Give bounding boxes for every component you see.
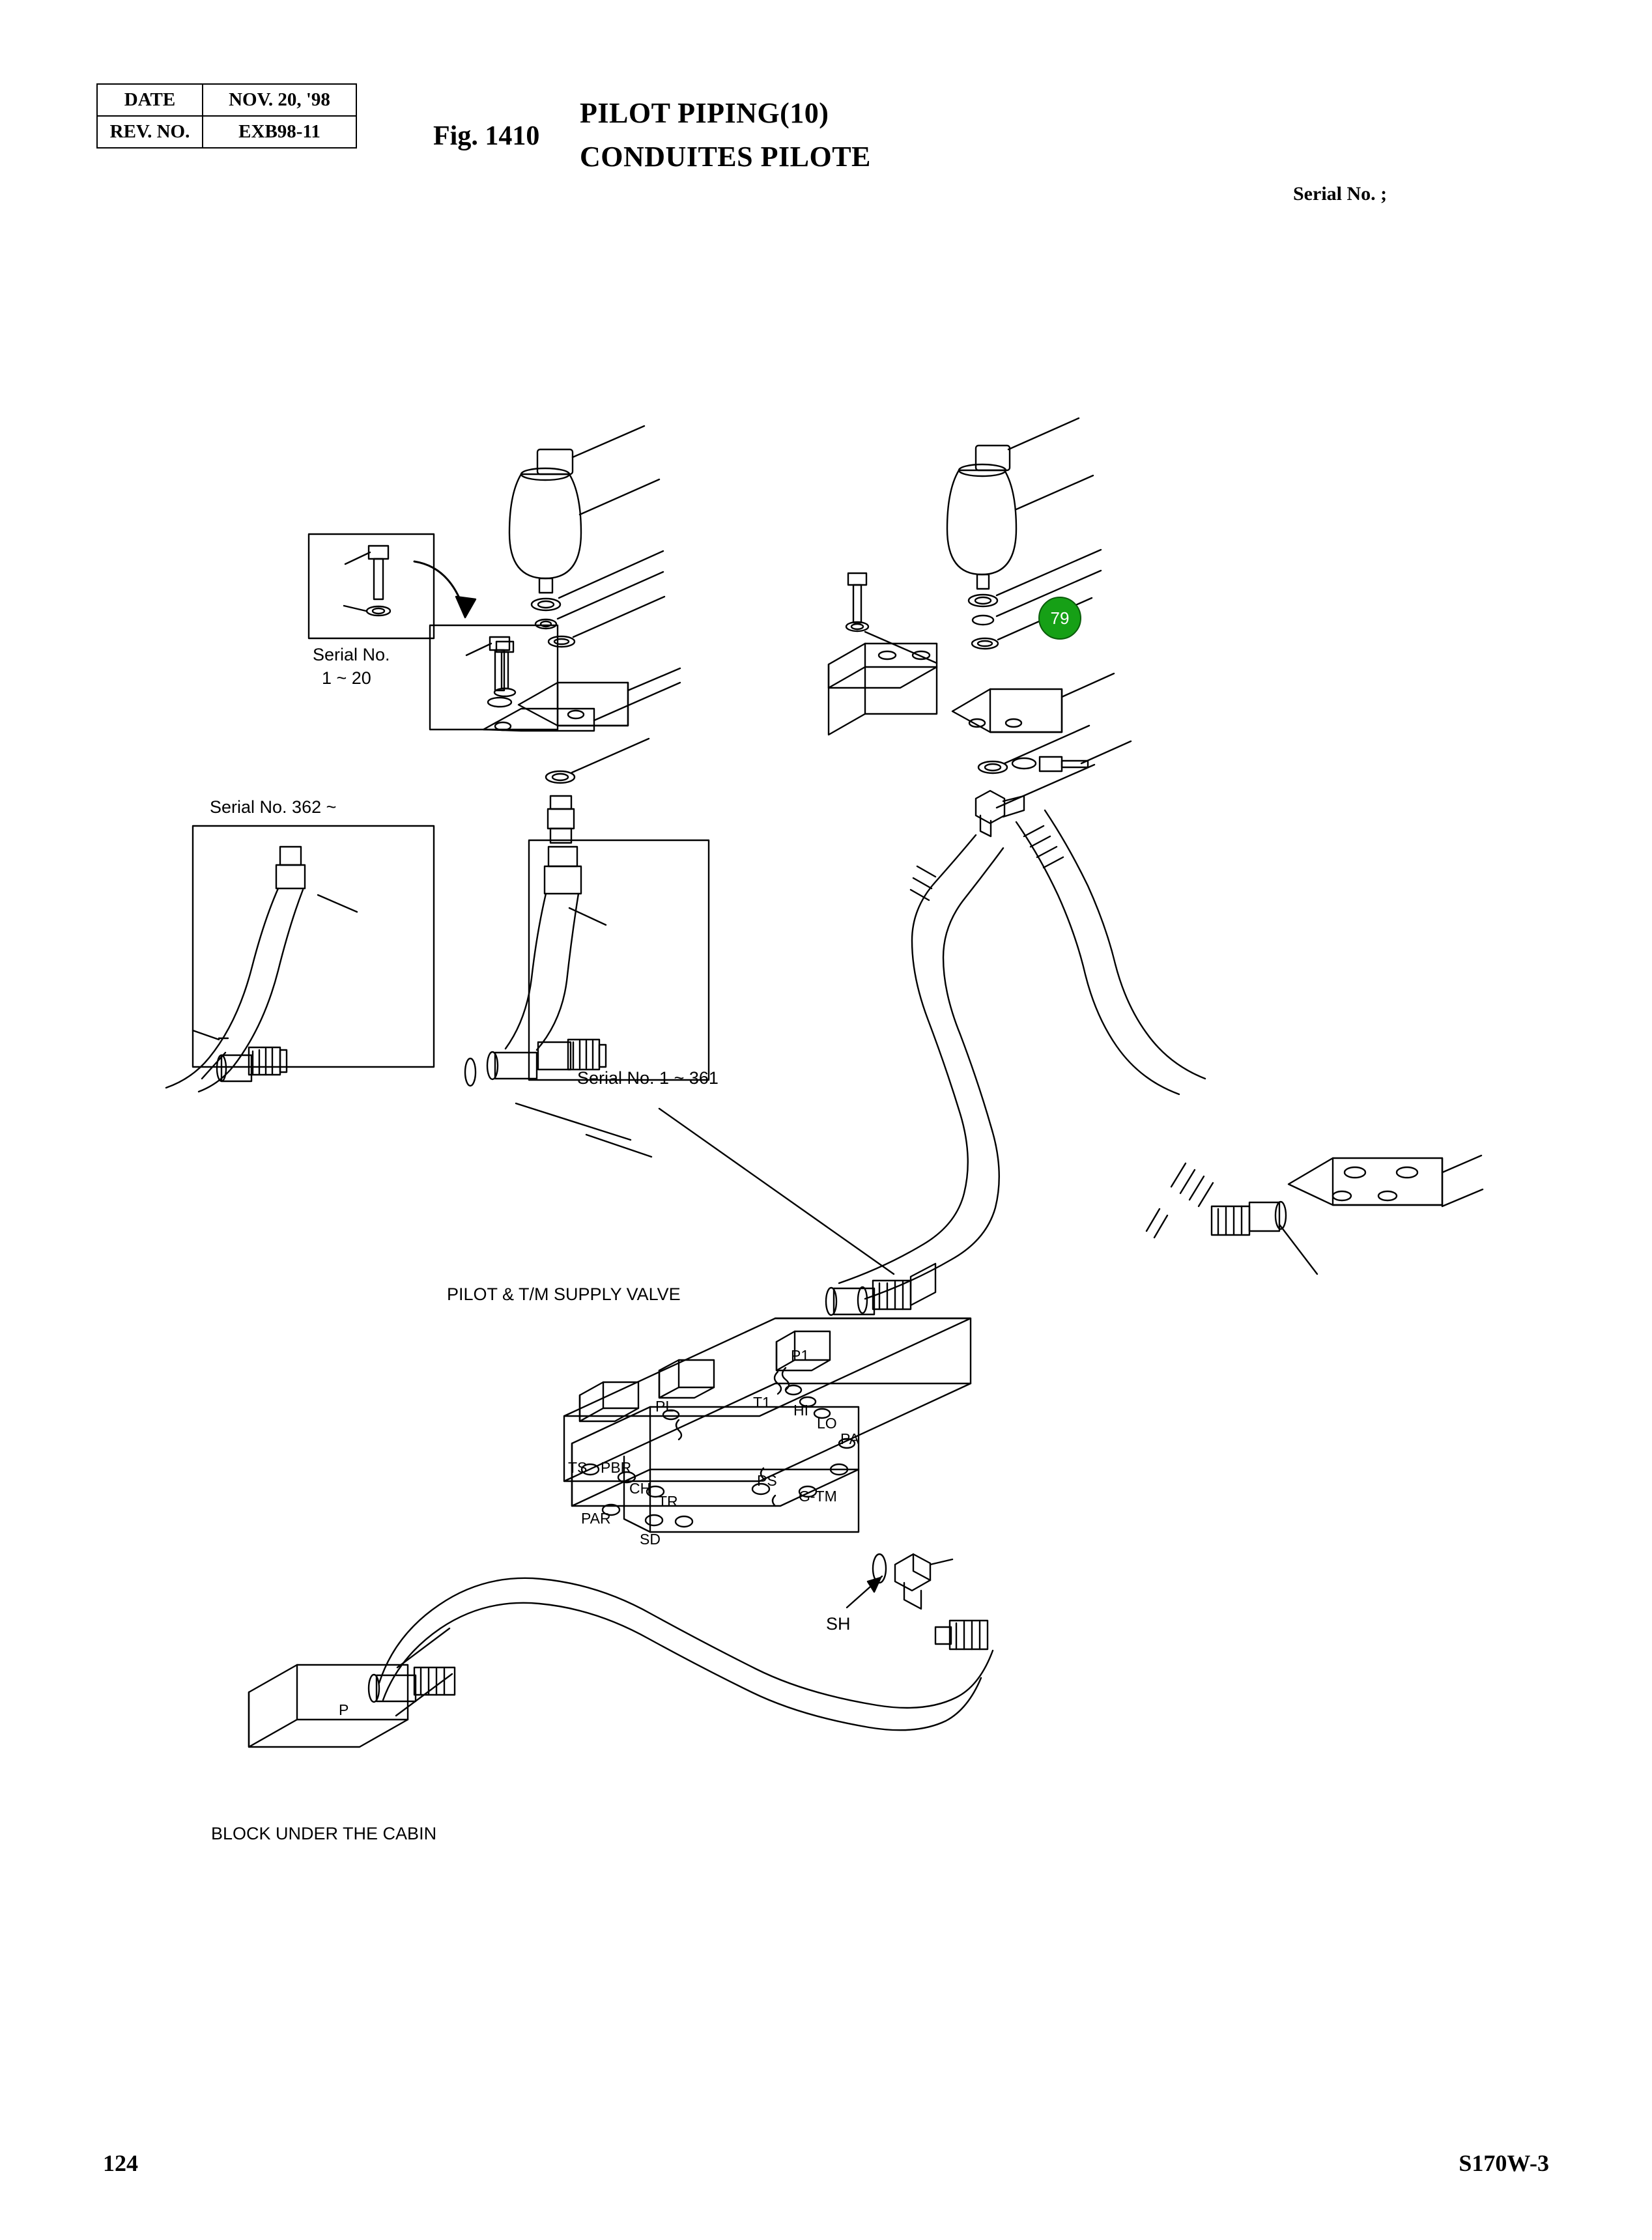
port-label-par: PAR bbox=[581, 1510, 611, 1527]
rev-value: EXB98-11 bbox=[203, 116, 356, 148]
note-serial-1-20-line2: 1 ~ 20 bbox=[322, 668, 371, 688]
page-number: 124 bbox=[103, 2150, 138, 2176]
serial-number-field: Serial No. ; bbox=[1293, 183, 1388, 205]
port-label-tr: TR bbox=[658, 1493, 678, 1510]
port-label-p1: P1 bbox=[791, 1347, 810, 1364]
rev-label: REV. NO. bbox=[97, 116, 203, 148]
callout-balloon-79[interactable]: 79 bbox=[1038, 597, 1081, 640]
sh-fitting bbox=[847, 1554, 952, 1609]
inset-serial-362 bbox=[166, 826, 434, 1092]
port-label-g-tm: G-TM bbox=[799, 1488, 837, 1505]
label-block-under-cabin: BLOCK UNDER THE CABIN bbox=[211, 1824, 437, 1843]
right-accumulator-group bbox=[829, 418, 1131, 836]
port-label-hi: HI bbox=[793, 1402, 808, 1419]
inset-serial-1-20 bbox=[309, 534, 558, 730]
port-label-ch: CH bbox=[629, 1480, 651, 1497]
port-label-sh: SH bbox=[826, 1614, 851, 1634]
port-label-sd: SD bbox=[640, 1531, 661, 1548]
pilot-tm-supply-valve bbox=[564, 1318, 971, 1532]
port-label-ts: TS bbox=[568, 1459, 588, 1476]
inset-serial-1-361 bbox=[465, 840, 709, 1086]
date-value: NOV. 20, '98 bbox=[203, 84, 356, 116]
label-pilot-tm-supply-valve: PILOT & T/M SUPPLY VALVE bbox=[447, 1284, 681, 1304]
main-hose-pair bbox=[826, 810, 1483, 1315]
port-label-pl: PL bbox=[655, 1398, 674, 1415]
figure-title-french: CONDUITES PILOTE bbox=[580, 141, 871, 173]
figure-number: Fig. 1410 bbox=[433, 121, 540, 151]
model-code: S170W-3 bbox=[1459, 2150, 1549, 2176]
note-serial-1-20-line1: Serial No. bbox=[313, 645, 390, 664]
bottom-hose bbox=[249, 1578, 993, 1747]
port-label-p: P bbox=[339, 1701, 349, 1718]
note-serial-362: Serial No. 362 ~ bbox=[210, 797, 337, 817]
figure-title-english: PILOT PIPING(10) bbox=[580, 97, 829, 129]
date-label: DATE bbox=[97, 84, 203, 116]
port-label-pbr: PBR bbox=[601, 1459, 632, 1476]
left-accumulator-group bbox=[483, 426, 680, 843]
port-label-t1: T1 bbox=[753, 1394, 771, 1411]
port-label-lo: LO bbox=[817, 1415, 837, 1432]
port-label-ps: PS bbox=[757, 1472, 777, 1489]
port-label-pa: PA bbox=[840, 1430, 859, 1447]
note-serial-1-361: Serial No. 1 ~ 361 bbox=[577, 1068, 719, 1088]
